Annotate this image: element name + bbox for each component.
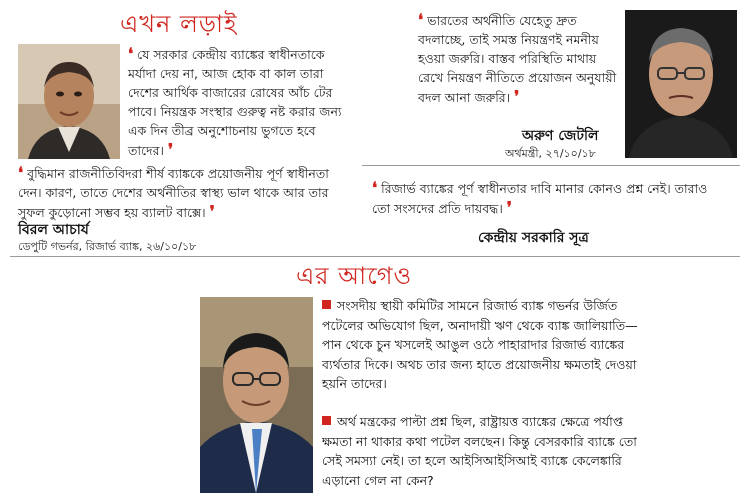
acharya-quote-1 (128, 44, 350, 160)
urjit-patel-photo (200, 297, 313, 493)
close-quote-mark: ❜ (514, 87, 520, 106)
acharya-role: ডেপুটি গভর্নর, রিজার্ভ ব্যাঙ্ক, ২৬/১০/১৮ (18, 240, 197, 253)
bullet-square-icon (322, 416, 331, 425)
govt-source: কেন্দ্রীয় সরকারি সূত্র (478, 230, 589, 246)
jaitley-quote (418, 10, 618, 107)
open-quote-mark: ❛ (18, 163, 24, 182)
heading-now-fight: এখন লড়াই (120, 10, 238, 38)
bullet-square-icon (322, 300, 331, 309)
open-quote-mark: ❛ (128, 44, 134, 63)
viral-acharya-photo (18, 44, 120, 159)
bullet-text: সংসদীয় স্থায়ী কমিটির সামনে রিজার্ভ ব্যাঙ্ক গভর্নর উর্জিত পটেলের অভিযোগ ছিল, অনাদায়ী ঋণ থেকে ব্যাঙ্ক জালিয়াতি— পান থেকে চুন খসলেই আঙুল ওঠে পাহারাদার রিজার্ভ ব্যাঙ্কের ব্যর্থতার দিকে। অথচ তার জন্য হাতে প্রয়োজনীয় ক্ষমতাই দেওয়া হয়নি তাদের। (322, 298, 638, 391)
arun-jaitley-photo (625, 10, 737, 158)
acharya-quote-text-2: বুদ্ধিমান রাজনীতিবিদরা শীর্ষ ব্যাঙ্ককে প্রয়োজনীয় পূর্ণ স্বাধীনতা দেন। কারণ, তাতে দেশের অর্থনীতির স্বাস্থ্য ভাল থাকে আর তার সুফল কুড়োনো সম্ভব হয় ব্যালট বাক্সে। (18, 166, 329, 220)
open-quote-mark: ❛ (418, 10, 424, 29)
divider (362, 165, 740, 166)
open-quote-mark: ❛ (372, 178, 378, 197)
acharya-name: বিরল আচার্য (18, 222, 89, 238)
jaitley-role: অর্থমন্ত্রী, ২৭/১০/১৮ (505, 147, 596, 160)
govt-quote-text: রিজার্ভ ব্যাঙ্কের পূর্ণ স্বাধীনতার দাবি মানার কোনও প্রশ্ন নেই। তারাও তো সংসদের প্রতি দায়বদ্ধ। (372, 181, 708, 216)
acharya-quote-text: যে সরকার কেন্দ্রীয় ব্যাঙ্কের স্বাধীনতাকে মর্যাদা দেয় না, আজ হোক বা কাল তারা দেশের আর্থিক বাজারের রোষের আঁচ টের পাবে। নিয়ন্ত্রক সংস্থার গুরুত্ব নষ্ট করার জন্য এক দিন তীব্র অনুশোচনায় ভুগতে হবে তাদের। (128, 47, 342, 158)
acharya-quote-2 (18, 163, 348, 222)
bullet-text: অর্থ মন্ত্রকের পাল্টা প্রশ্ন ছিল, রাষ্ট্রায়ত্ত ব্যাঙ্কের ক্ষেত্রে পর্যাপ্ত ক্ষমতা না থাকার কথা পটেল বলছেন। কিন্তু বেসরকারি ব্যাঙ্কে তো সেই সমস্যা নেই। তা হলে আইসিআইসিআই ব্যাঙ্কে কেলেঙ্কারি এড়ানো গেল না কেন? (322, 414, 637, 488)
heading-before-too: এর আগেও (296, 262, 413, 290)
govt-quote (372, 178, 712, 218)
close-quote-mark: ❜ (506, 198, 512, 217)
close-quote-mark: ❜ (167, 140, 174, 159)
bullet-2 (322, 412, 652, 490)
section-divider (10, 256, 740, 257)
close-quote-mark: ❜ (209, 202, 215, 221)
bullet-1 (322, 296, 652, 394)
jaitley-name: অরুণ জেটলি (522, 128, 599, 144)
jaitley-quote-text: ভারতের অর্থনীতি যেহেতু দ্রুত বদলাচ্ছে, তাই সমস্ত নিয়ন্ত্রণই নমনীয় হওয়া জরুরি। বাস্তব পরিস্থিতি মাথায় রেখে নিয়ন্ত্রণ নীতিতে প্রয়োজন অনুযায়ী বদল আনা জরুরি। (418, 13, 617, 105)
